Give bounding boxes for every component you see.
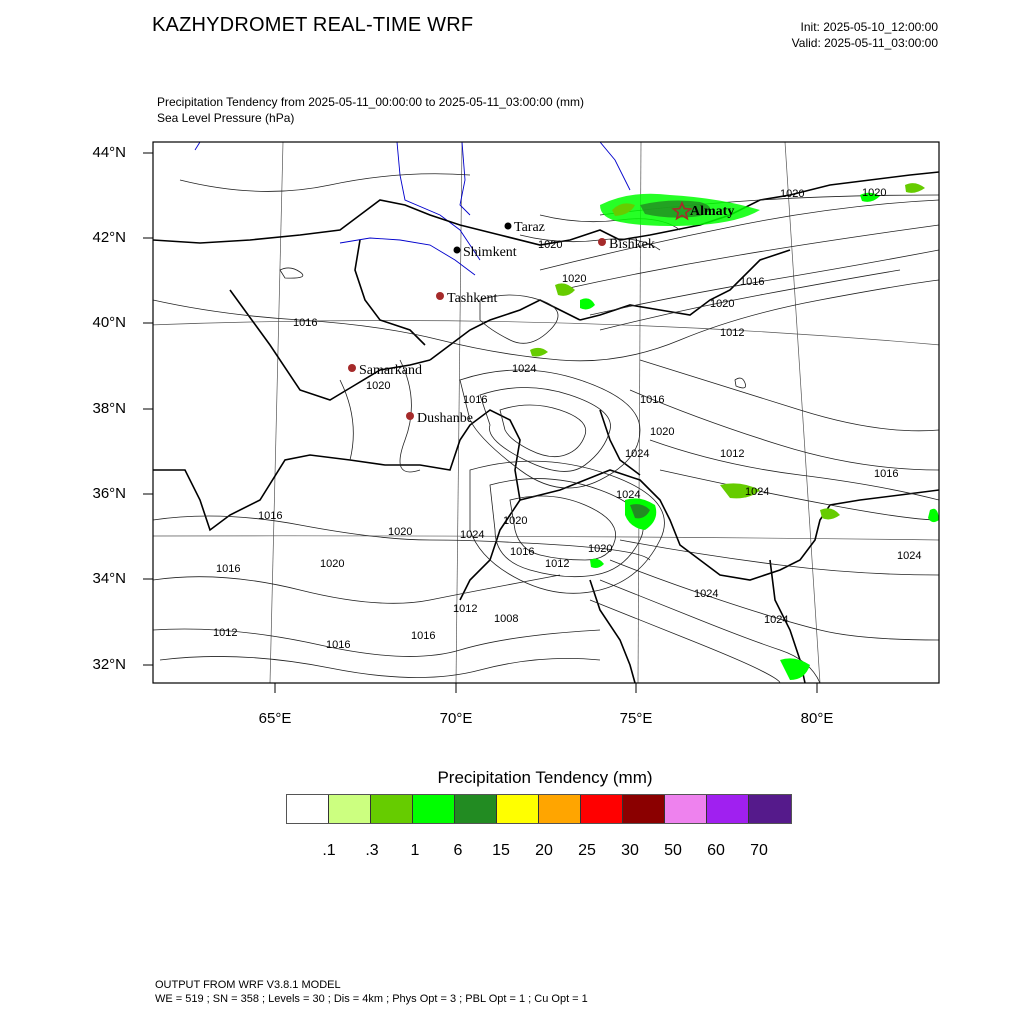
legend-swatch (371, 795, 413, 823)
isobar-label: 1020 (388, 526, 413, 538)
isobar-label: 1020 (650, 426, 675, 438)
legend-swatch (413, 795, 455, 823)
legend-swatch (749, 795, 791, 823)
legend-colorbar (286, 794, 792, 824)
legend-label: .3 (365, 842, 379, 859)
isobar-label: 1020 (503, 515, 528, 527)
isobar-label: 1016 (463, 394, 488, 406)
isobar-label: 1012 (720, 327, 745, 339)
precip-northeast-2 (905, 183, 925, 193)
city-marker-samarkand (348, 364, 356, 372)
lat-label-44n: 44°N (92, 144, 126, 161)
isobar-label: 1020 (562, 273, 587, 285)
lon-label-65e: 65°E (258, 710, 292, 727)
isobar-label: 1020 (710, 298, 735, 310)
legend-swatch (329, 795, 371, 823)
city-markers (348, 203, 734, 426)
legend-title: Precipitation Tendency (mm) (437, 768, 653, 787)
isobar-label: 1016 (326, 639, 351, 651)
lat-label-40n: 40°N (92, 314, 126, 331)
legend-label: 15 (492, 842, 510, 859)
precip-alai (530, 348, 548, 357)
legend-swatch (623, 795, 665, 823)
isobar-label: 1024 (625, 448, 650, 460)
isobar-label: 1016 (411, 630, 436, 642)
isobar-label: 1024 (897, 550, 922, 562)
legend-swatch (539, 795, 581, 823)
city-marker-tashkent (436, 292, 444, 300)
precip-fergana (555, 283, 575, 295)
legend-label: 20 (535, 842, 553, 859)
city-label-samarkand: Samarkand (359, 363, 422, 378)
isobar-label: 1024 (616, 489, 641, 501)
map-frame (153, 142, 939, 683)
legend-label: 1 (410, 842, 420, 859)
legend-swatch (581, 795, 623, 823)
isobar-label: 1024 (512, 363, 537, 375)
precip-east-edge (928, 509, 939, 522)
isobar-label: 1020 (862, 187, 887, 199)
city-marker-dushanbe (406, 412, 414, 420)
isobar-label: 1016 (293, 317, 318, 329)
isobar-label: 1020 (780, 188, 805, 200)
legend-swatch (287, 795, 329, 823)
isobar-label: 1016 (740, 276, 765, 288)
lon-label-75e: 75°E (619, 710, 653, 727)
city-marker-shimkent (454, 247, 461, 254)
city-label-tashkent: Tashkent (447, 291, 498, 306)
legend-label: 6 (453, 842, 463, 859)
legend-swatch (497, 795, 539, 823)
axis-ticks (143, 153, 817, 693)
init-time: Init: 2025-05-10_12:00:00 (800, 20, 938, 34)
city-label-shimkent: Shimkent (463, 245, 517, 260)
isobar-label: 1020 (538, 239, 563, 251)
precip-southeast (780, 658, 810, 680)
legend-swatch (707, 795, 749, 823)
plot-title: KAZHYDROMET REAL-TIME WRF (152, 14, 474, 36)
lon-label-80e: 80°E (800, 710, 834, 727)
footer-model: OUTPUT FROM WRF V3.8.1 MODEL (155, 979, 341, 991)
legend-label: 25 (578, 842, 596, 859)
city-label-taraz: Taraz (514, 220, 545, 235)
isobar-label: 1016 (510, 546, 535, 558)
map-content (150, 142, 940, 683)
footer-config: WE = 519 ; SN = 358 ; Levels = 30 ; Dis = 4km ; Phys Opt = 3 ; PBL Opt = 1 ; Cu Opt = 1 (155, 993, 588, 1005)
precip-south-1 (590, 559, 604, 568)
legend-swatch (665, 795, 707, 823)
city-marker-taraz (505, 223, 512, 230)
isobar-label: 1024 (745, 486, 770, 498)
field-subtitle-slp: Sea Level Pressure (hPa) (157, 111, 295, 125)
legend-label: 60 (707, 842, 725, 859)
isobar-label: 1020 (320, 558, 345, 570)
precip-fergana-2 (580, 298, 595, 309)
valid-time: Valid: 2025-05-11_03:00:00 (791, 36, 938, 50)
isobar-label: 1016 (640, 394, 665, 406)
lon-label-70e: 70°E (439, 710, 473, 727)
isobar-label: 1024 (694, 588, 719, 600)
legend-label: 70 (750, 842, 768, 859)
isobar-label: 1016 (258, 510, 283, 522)
city-label-bishkek: Bishkek (609, 237, 655, 252)
legend-swatch (455, 795, 497, 823)
legend-label: 50 (664, 842, 682, 859)
city-label-almaty: Almaty (690, 204, 735, 219)
lat-label-38n: 38°N (92, 400, 126, 417)
legend-label: 30 (621, 842, 639, 859)
isobar-label: 1012 (545, 558, 570, 570)
precip-east-2 (820, 508, 840, 519)
isobar-label: 1008 (494, 613, 519, 625)
legend-label: .1 (322, 842, 336, 859)
lat-label-36n: 36°N (92, 485, 126, 502)
isobar-label: 1012 (453, 603, 478, 615)
isobar-label: 1016 (874, 468, 899, 480)
isobar-label: 1012 (213, 627, 238, 639)
field-subtitle-precip: Precipitation Tendency from 2025-05-11_00:00:00 to 2025-05-11_03:00:00 (mm) (157, 95, 584, 109)
isobar-label: 1016 (216, 563, 241, 575)
lat-label-34n: 34°N (92, 570, 126, 587)
isobar-label: 1012 (720, 448, 745, 460)
isobar-label: 1024 (460, 529, 485, 541)
graticule (150, 142, 940, 683)
city-label-dushanbe: Dushanbe (417, 411, 473, 426)
isobar-label: 1020 (588, 543, 613, 555)
isobar-label: 1024 (764, 614, 789, 626)
isobar-label-layer (213, 187, 921, 651)
city-marker-bishkek (598, 238, 606, 246)
lat-label-32n: 32°N (92, 656, 126, 673)
isobar-label: 1020 (366, 380, 391, 392)
lat-label-42n: 42°N (92, 229, 126, 246)
